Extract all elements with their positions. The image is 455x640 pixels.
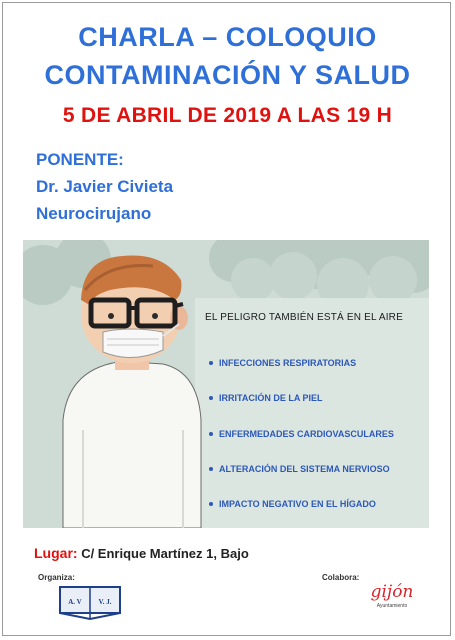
list-item: [209, 499, 376, 509]
list-item: [209, 393, 323, 403]
masked-man-illustration: [23, 240, 429, 528]
panel-title: EL PELIGRO TAMBIÉN ESTÁ EN EL AIRE: [205, 312, 403, 323]
speaker-role: Neurocirujano: [36, 204, 152, 223]
list-item-label: ENFERMEDADES CARDIOVASCULARES: [219, 429, 394, 439]
pollution-illustration: [23, 240, 429, 528]
event-date: 5 DE ABRIL DE 2019 A LAS 19 H: [62, 104, 393, 127]
colabora-label: Colabora:: [322, 573, 360, 582]
list-item: [209, 358, 356, 368]
list-item-label: IMPACTO NEGATIVO EN EL HÍGADO: [219, 499, 376, 509]
title-line-1: CHARLA – COLOQUIO: [78, 22, 377, 52]
location-label: Lugar:: [34, 545, 78, 561]
bullet-icon: [209, 502, 213, 506]
list-item-label: INFECCIONES RESPIRATORIAS: [219, 358, 357, 368]
avvj-logo: [56, 583, 124, 621]
location: [34, 545, 249, 561]
gijon-logo-text: gijón: [370, 582, 414, 602]
list-item: [209, 429, 394, 439]
bullet-icon: [209, 467, 213, 471]
list-item-label: ALTERACIÓN DEL SISTEMA NERVIOSO: [219, 464, 390, 474]
gijon-logo: [357, 583, 427, 623]
bullet-icon: [209, 361, 213, 365]
gijon-logo-sub: Ayuntamiento: [376, 603, 408, 609]
organiza-label: Organiza:: [38, 573, 75, 582]
speaker-name: Dr. Javier Civieta: [36, 177, 174, 196]
svg-text:A. V: A. V: [68, 598, 82, 606]
speaker-label: PONENTE:: [36, 150, 124, 169]
list-item: [209, 464, 390, 474]
list-item-label: IRRITACIÓN DE LA PIEL: [219, 393, 323, 403]
location-value: C/ Enrique Martínez 1, Bajo: [81, 546, 249, 561]
bullet-icon: [209, 396, 213, 400]
bullet-icon: [209, 432, 213, 436]
svg-text:V. J.: V. J.: [98, 598, 112, 606]
title-line-2: CONTAMINACIÓN Y SALUD: [44, 60, 411, 90]
